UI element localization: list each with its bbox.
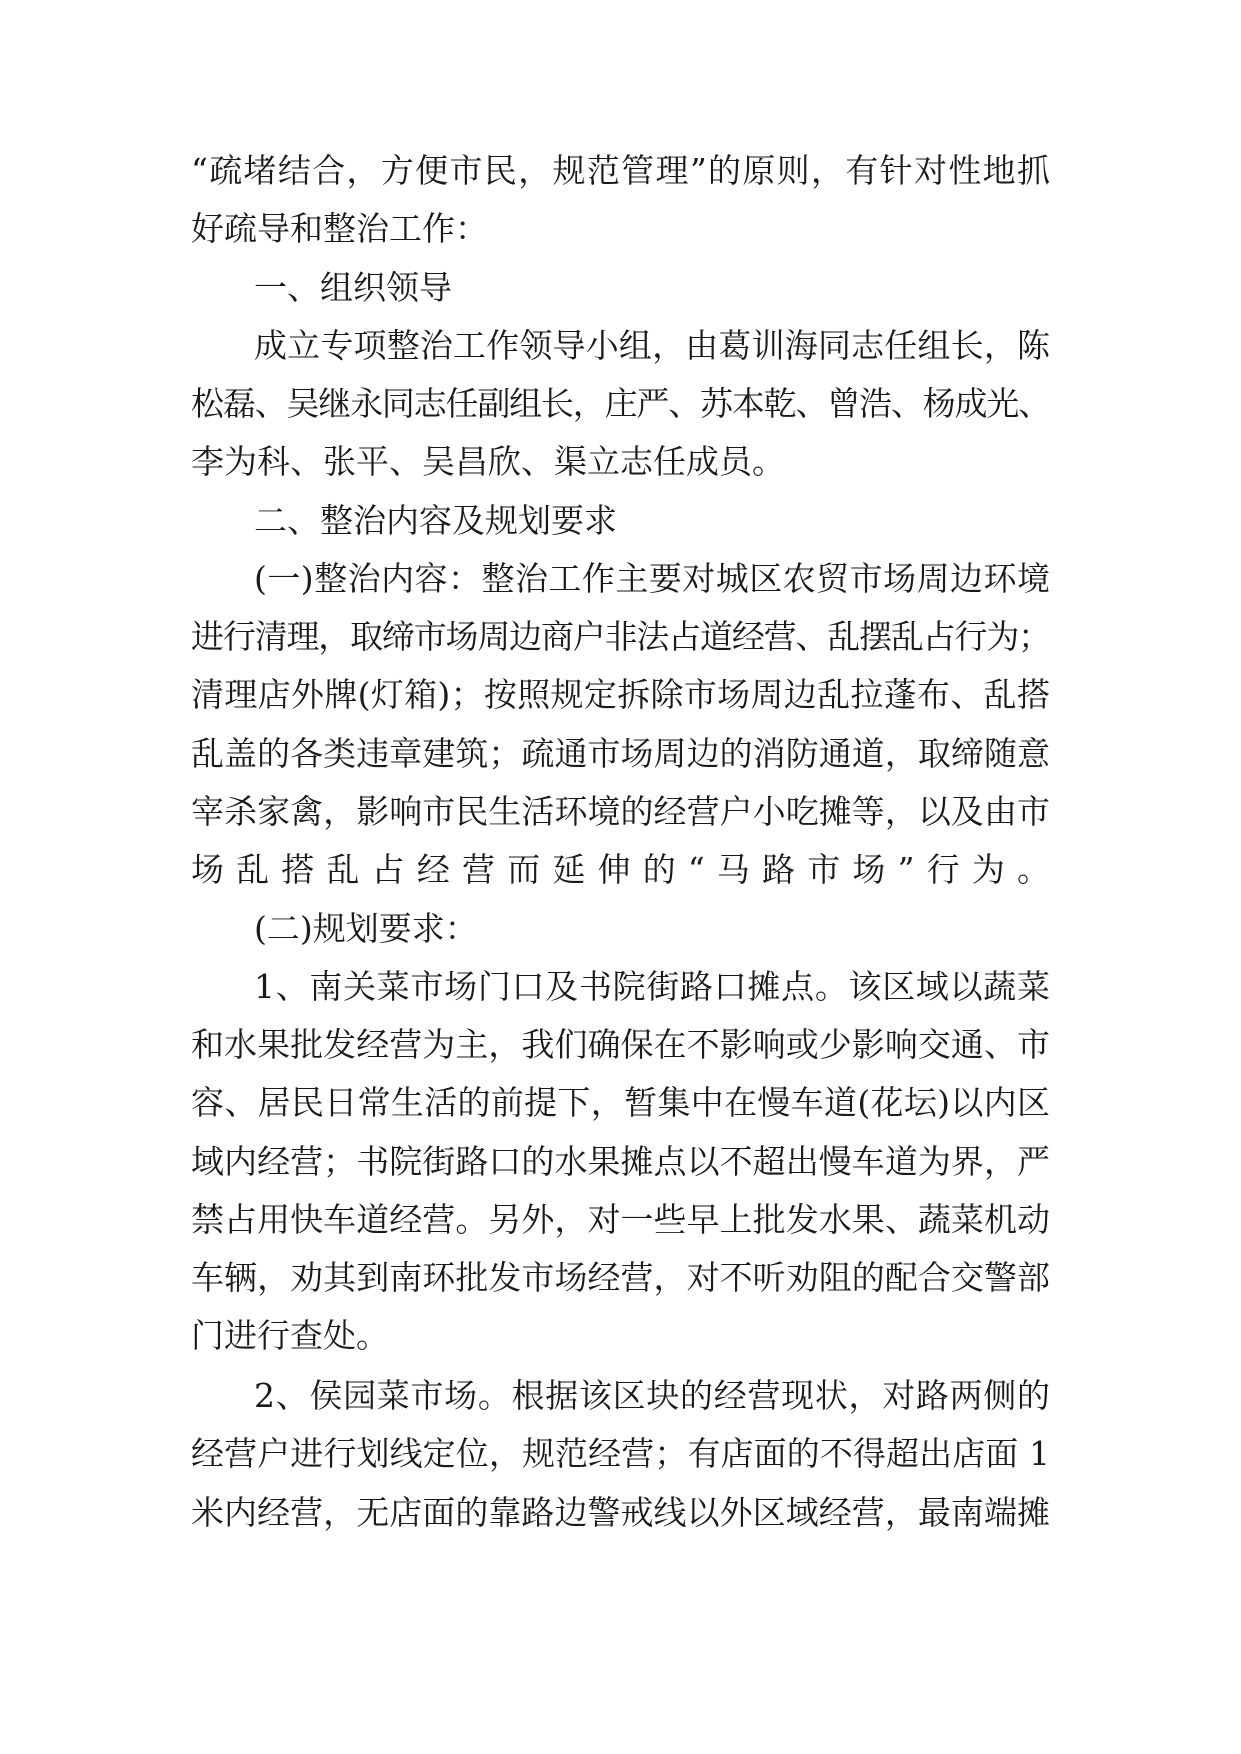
text-line: 域内经营；书院街路口的水果摊点以不超出慢车道为界，严 [191, 1142, 1051, 1181]
text-line: 成立专项整治工作领导小组，由葛训海同志任组长，陈 [254, 326, 1051, 365]
text-line: 米内经营，无店面的靠路边警戒线以外区域经营，最南端摊 [191, 1493, 1051, 1532]
text-line: 门进行查处。 [191, 1316, 389, 1355]
text-line: 李为科、张平、吴昌欣、渠立志任成员。 [191, 442, 785, 481]
text-line: 2、侯园菜市场。根据该区块的经营现状，对路两侧的 [254, 1376, 1051, 1415]
text-line: 场乱搭乱占经营而延伸的“马路市场”行为。 [191, 850, 1063, 889]
text-line: 宰杀家禽，影响市民生活环境的经营户小吃摊等，以及由市 [191, 792, 1051, 831]
subsection-heading: (二)规划要求： [254, 909, 478, 948]
text-line: 和水果批发经营为主，我们确保在不影响或少影响交通、市 [191, 1025, 1051, 1064]
section-heading: 一、组织领导 [254, 268, 452, 307]
section-heading: 二、整治内容及规划要求 [254, 501, 617, 540]
text-line: 禁占用快车道经营。另外，对一些早上批发水果、蔬菜机动 [191, 1200, 1051, 1239]
text-line: 松磊、吴继永同志任副组长，庄严、苏本乾、曾浩、杨成光、 [191, 384, 1051, 423]
text-line: 乱盖的各类违章建筑；疏通市场周边的消防通道，取缔随意 [191, 734, 1051, 773]
text-line: (一)整治内容：整治工作主要对城区农贸市场周边环境 [254, 559, 1051, 598]
text-line: 好疏导和整治工作： [191, 209, 488, 248]
text-line: 清理店外牌(灯箱)；按照规定拆除市场周边乱拉蓬布、乱搭 [191, 675, 1051, 714]
text-line: 容、居民日常生活的前提下，暂集中在慢车道(花坛)以内区 [191, 1083, 1051, 1122]
text-line: 1、南关菜市场门口及书院街路口摊点。该区域以蔬菜 [254, 967, 1051, 1006]
text-line: 经营户进行划线定位，规范经营；有店面的不得超出店面 1 [191, 1434, 1051, 1473]
text-line: 进行清理，取缔市场周边商户非法占道经营、乱摆乱占行为； [191, 617, 1051, 656]
text-line: “疏堵结合，方便市民，规范管理”的原则，有针对性地抓 [191, 151, 1052, 190]
text-line: 车辆，劝其到南环批发市场经营，对不听劝阻的配合交警部 [191, 1258, 1051, 1297]
